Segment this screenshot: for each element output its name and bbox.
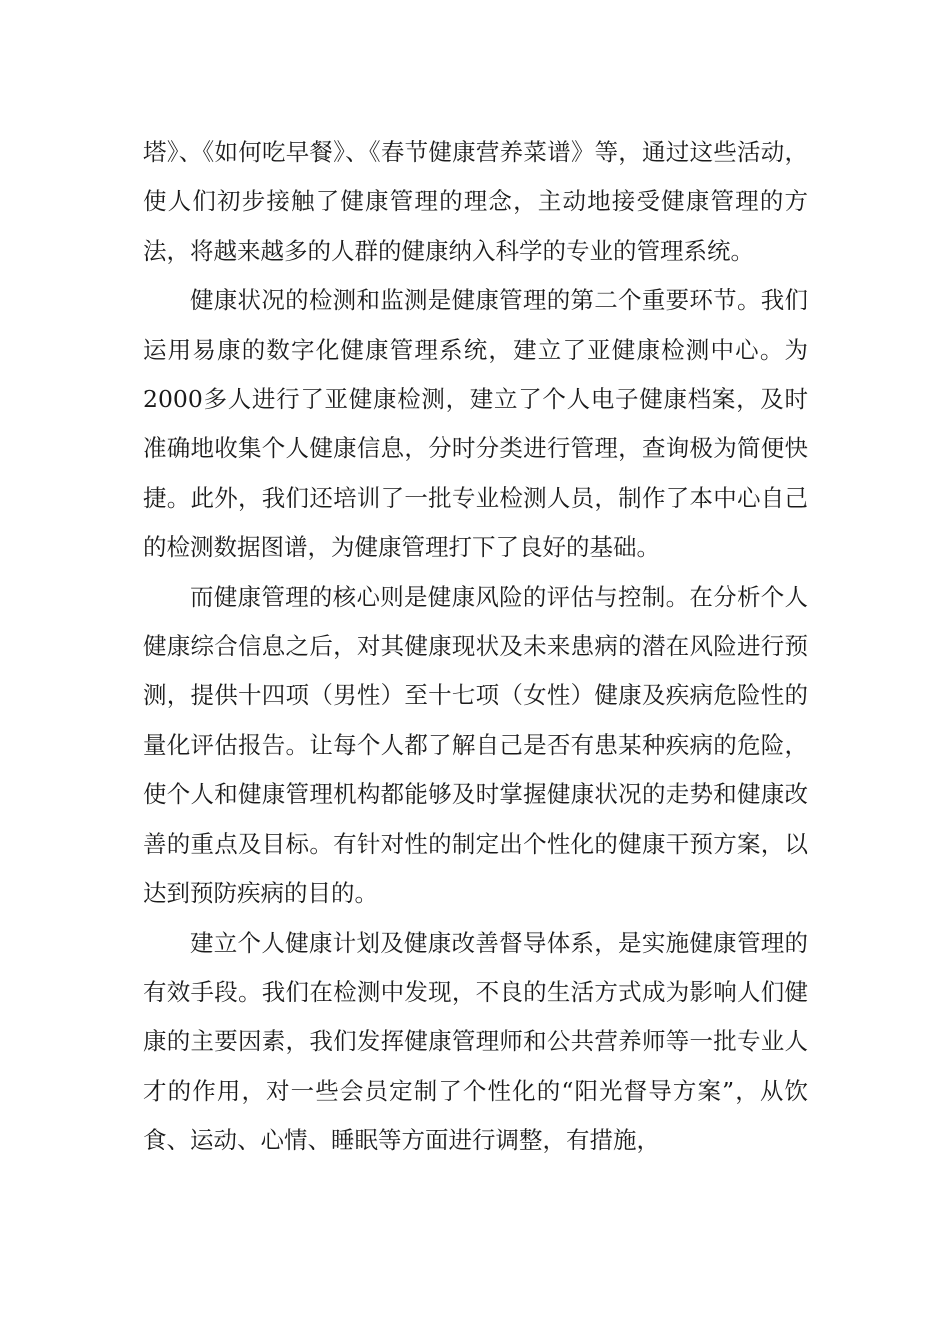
paragraph-3: 而健康管理的核心则是健康风险的评估与控制。在分析个人健康综合信息之后，对其健康现状及未来患病的潜在风险进行预测，提供十四项（男性）至十七项（女性）健康及疾病危险性的量化评估报告。让每个人都了解自己是否有患某种疾病的危险，使个人和健康管理机构都能够及时掌握健康状况的走势和健康改善的重点及目标。有针对性的制定出个性化的健康干预方案，以达到预防疾病的目的。 bbox=[143, 582, 808, 908]
document-body bbox=[143, 128, 808, 1166]
paragraph-4: 建立个人健康计划及健康改善督导体系，是实施健康管理的有效手段。我们在检测中发现，不良的生活方式成为影响人们健康的主要因素，我们发挥健康管理师和公共营养师等一批专业人才的作用，对一些会员定制了个性化的“阳光督导方案”，从饮食、运动、心情、睡眠等方面进行调整，有措施， bbox=[143, 928, 808, 1155]
paragraph-2: 健康状况的检测和监测是健康管理的第二个重要环节。我们运用易康的数字化健康管理系统，建立了亚健康检测中心。为2000多人进行了亚健康检测，建立了个人电子健康档案，及时准确地收集个人健康信息，分时分类进行管理，查询极为简便快捷。此外，我们还培训了一批专业检测人员，制作了本中心自己的检测数据图谱，为健康管理打下了良好的基础。 bbox=[143, 286, 808, 562]
paragraph-1: 塔》、《如何吃早餐》、《春节健康营养菜谱》等，通过这些活动，使人们初步接触了健康管理的理念，主动地接受健康管理的方法，将越来越多的人群的健康纳入科学的专业的管理系统。 bbox=[143, 138, 808, 265]
